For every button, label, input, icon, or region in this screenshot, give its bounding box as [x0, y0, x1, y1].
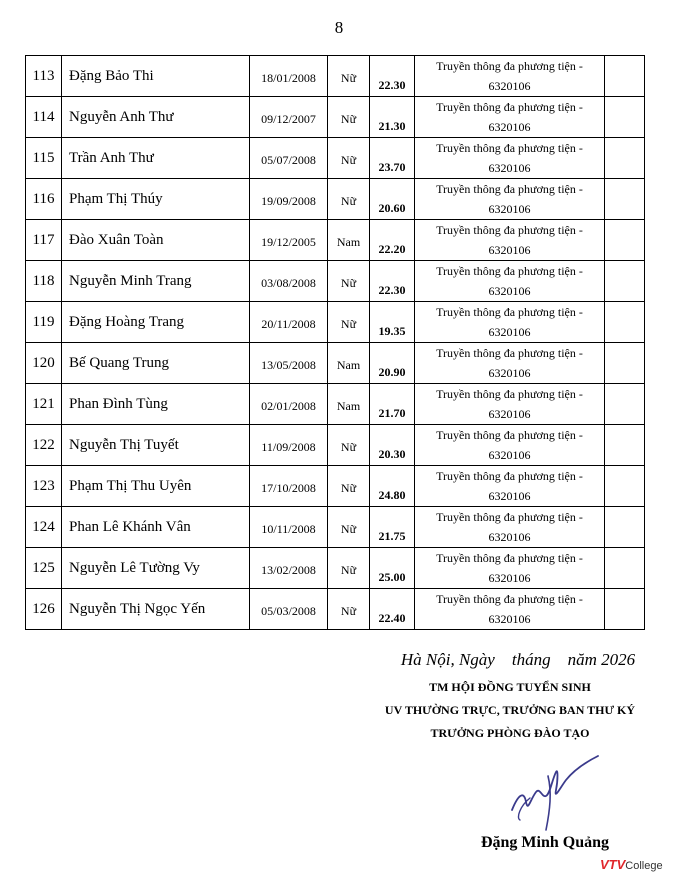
row-major-name: Truyền thông đa phương tiện -: [436, 346, 583, 360]
signer-name: Đặng Minh Quảng: [480, 834, 610, 851]
row-major-code: 6320106: [488, 284, 531, 298]
row-number: 117: [26, 220, 62, 261]
row-name: Phan Đình Tùng: [62, 384, 250, 425]
row-number: 121: [26, 384, 62, 425]
row-number: 115: [26, 138, 62, 179]
row-sex: Nữ: [328, 138, 370, 179]
row-dob: 19/12/2005: [250, 220, 328, 261]
row-score: 20.90: [370, 343, 415, 384]
row-major-name: Truyền thông đa phương tiện -: [436, 592, 583, 606]
row-note: [605, 425, 645, 466]
table-row: [26, 56, 645, 97]
row-dob: 18/01/2008: [250, 56, 328, 97]
row-major-name: Truyền thông đa phương tiện -: [436, 264, 583, 278]
row-dob: 02/01/2008: [250, 384, 328, 425]
row-sex: Nam: [328, 384, 370, 425]
row-name: Đặng Hoàng Trang: [62, 302, 250, 343]
row-number: 123: [26, 466, 62, 507]
row-major-code: 6320106: [488, 571, 531, 585]
row-score: 21.30: [370, 97, 415, 138]
row-note: [605, 302, 645, 343]
row-major-code: 6320106: [488, 325, 531, 339]
logo-suffix: College: [625, 860, 663, 872]
row-number: 125: [26, 548, 62, 589]
row-score: 22.20: [370, 220, 415, 261]
row-note: [605, 507, 645, 548]
row-major-name: Truyền thông đa phương tiện -: [436, 223, 583, 237]
table-row: [26, 302, 645, 343]
row-major: [415, 589, 605, 630]
row-score: 22.30: [370, 56, 415, 97]
logo-brand: VTV: [600, 857, 626, 872]
row-dob: 19/09/2008: [250, 179, 328, 220]
row-name: Đào Xuân Toàn: [62, 220, 250, 261]
table-row: [26, 97, 645, 138]
row-major: [415, 384, 605, 425]
row-dob: 05/03/2008: [250, 589, 328, 630]
table-row: [26, 138, 645, 179]
row-major-code: 6320106: [488, 120, 531, 134]
row-major: [415, 466, 605, 507]
row-major-name: Truyền thông đa phương tiện -: [436, 305, 583, 319]
row-dob: 13/02/2008: [250, 548, 328, 589]
row-dob: 10/11/2008: [250, 507, 328, 548]
row-sex: Nữ: [328, 548, 370, 589]
row-name: Trần Anh Thư: [62, 138, 250, 179]
row-name: Nguyễn Thị Ngọc Yến: [62, 589, 250, 630]
row-note: [605, 548, 645, 589]
row-major: [415, 261, 605, 302]
row-dob: 11/09/2008: [250, 425, 328, 466]
row-note: [605, 384, 645, 425]
row-major-code: 6320106: [488, 407, 531, 421]
row-major-name: Truyền thông đa phương tiện -: [436, 469, 583, 483]
row-major-code: 6320106: [488, 202, 531, 216]
row-major-code: 6320106: [488, 79, 531, 93]
row-note: [605, 56, 645, 97]
row-number: 116: [26, 179, 62, 220]
row-major-name: Truyền thông đa phương tiện -: [436, 182, 583, 196]
row-sex: Nữ: [328, 507, 370, 548]
row-dob: 17/10/2008: [250, 466, 328, 507]
row-score: 22.30: [370, 261, 415, 302]
row-major: [415, 138, 605, 179]
handwritten-signature: [490, 740, 620, 840]
row-sex: Nữ: [328, 261, 370, 302]
row-number: 120: [26, 343, 62, 384]
row-name: Bế Quang Trung: [62, 343, 250, 384]
vtv-college-logo: [600, 857, 663, 872]
row-score: 23.70: [370, 138, 415, 179]
row-major: [415, 179, 605, 220]
row-score: 22.40: [370, 589, 415, 630]
row-major-name: Truyền thông đa phương tiện -: [436, 510, 583, 524]
row-sex: Nam: [328, 343, 370, 384]
row-sex: Nữ: [328, 589, 370, 630]
council-title: TM HỘI ĐỒNG TUYỂN SINH: [429, 680, 591, 694]
table-row: [26, 179, 645, 220]
row-dob: 20/11/2008: [250, 302, 328, 343]
row-major: [415, 97, 605, 138]
row-name: Phạm Thị Thúy: [62, 179, 250, 220]
row-major-code: 6320106: [488, 612, 531, 626]
row-sex: Nam: [328, 220, 370, 261]
row-major-code: 6320106: [488, 366, 531, 380]
row-major: [415, 425, 605, 466]
row-name: Nguyễn Minh Trang: [62, 261, 250, 302]
row-major: [415, 548, 605, 589]
row-dob: 09/12/2007: [250, 97, 328, 138]
row-dob: 05/07/2008: [250, 138, 328, 179]
row-name: Phan Lê Khánh Vân: [62, 507, 250, 548]
page-number: 8: [334, 18, 344, 37]
secretary-title: UV THƯỜNG TRỰC, TRƯỞNG BAN THƯ KÝ: [384, 703, 636, 717]
row-name: Nguyễn Lê Tường Vy: [62, 548, 250, 589]
row-major-code: 6320106: [488, 161, 531, 175]
row-major-name: Truyền thông đa phương tiện -: [436, 141, 583, 155]
row-major-code: 6320106: [488, 448, 531, 462]
row-note: [605, 343, 645, 384]
row-number: 119: [26, 302, 62, 343]
row-name: Nguyễn Thị Tuyết: [62, 425, 250, 466]
results-table: [25, 55, 645, 630]
row-dob: 03/08/2008: [250, 261, 328, 302]
table-row: [26, 343, 645, 384]
row-major: [415, 220, 605, 261]
row-score: 25.00: [370, 548, 415, 589]
row-number: 124: [26, 507, 62, 548]
row-note: [605, 138, 645, 179]
row-name: Phạm Thị Thu Uyên: [62, 466, 250, 507]
row-note: [605, 97, 645, 138]
table-row: [26, 466, 645, 507]
row-major-code: 6320106: [488, 489, 531, 503]
table-row: [26, 384, 645, 425]
row-major-name: Truyền thông đa phương tiện -: [436, 59, 583, 73]
row-note: [605, 261, 645, 302]
row-major: [415, 302, 605, 343]
row-major: [415, 343, 605, 384]
row-sex: Nữ: [328, 425, 370, 466]
row-note: [605, 179, 645, 220]
row-score: 24.80: [370, 466, 415, 507]
row-score: 20.30: [370, 425, 415, 466]
row-sex: Nữ: [328, 97, 370, 138]
row-number: 118: [26, 261, 62, 302]
table-row: [26, 507, 645, 548]
row-sex: Nữ: [328, 179, 370, 220]
row-score: 19.35: [370, 302, 415, 343]
row-dob: 13/05/2008: [250, 343, 328, 384]
row-score: 21.70: [370, 384, 415, 425]
table-row: [26, 548, 645, 589]
row-number: 122: [26, 425, 62, 466]
results-table-body: [26, 56, 645, 630]
row-major: [415, 507, 605, 548]
row-sex: Nữ: [328, 56, 370, 97]
row-number: 113: [26, 56, 62, 97]
table-row: [26, 261, 645, 302]
row-major-name: Truyền thông đa phương tiện -: [436, 100, 583, 114]
row-number: 126: [26, 589, 62, 630]
row-major-code: 6320106: [488, 243, 531, 257]
row-name: Đặng Bảo Thi: [62, 56, 250, 97]
table-row: [26, 589, 645, 630]
row-name: Nguyễn Anh Thư: [62, 97, 250, 138]
row-score: 21.75: [370, 507, 415, 548]
sign-date: Hà Nội, Ngày tháng năm 2026: [400, 650, 636, 669]
row-major-name: Truyền thông đa phương tiện -: [436, 551, 583, 565]
row-major-name: Truyền thông đa phương tiện -: [436, 387, 583, 401]
row-note: [605, 589, 645, 630]
row-major-name: Truyền thông đa phương tiện -: [436, 428, 583, 442]
row-sex: Nữ: [328, 302, 370, 343]
department-title: TRƯỞNG PHÒNG ĐÀO TẠO: [430, 726, 590, 740]
row-major: [415, 56, 605, 97]
row-score: 20.60: [370, 179, 415, 220]
row-note: [605, 466, 645, 507]
row-major-code: 6320106: [488, 530, 531, 544]
table-row: [26, 425, 645, 466]
table-row: [26, 220, 645, 261]
row-sex: Nữ: [328, 466, 370, 507]
row-note: [605, 220, 645, 261]
row-number: 114: [26, 97, 62, 138]
